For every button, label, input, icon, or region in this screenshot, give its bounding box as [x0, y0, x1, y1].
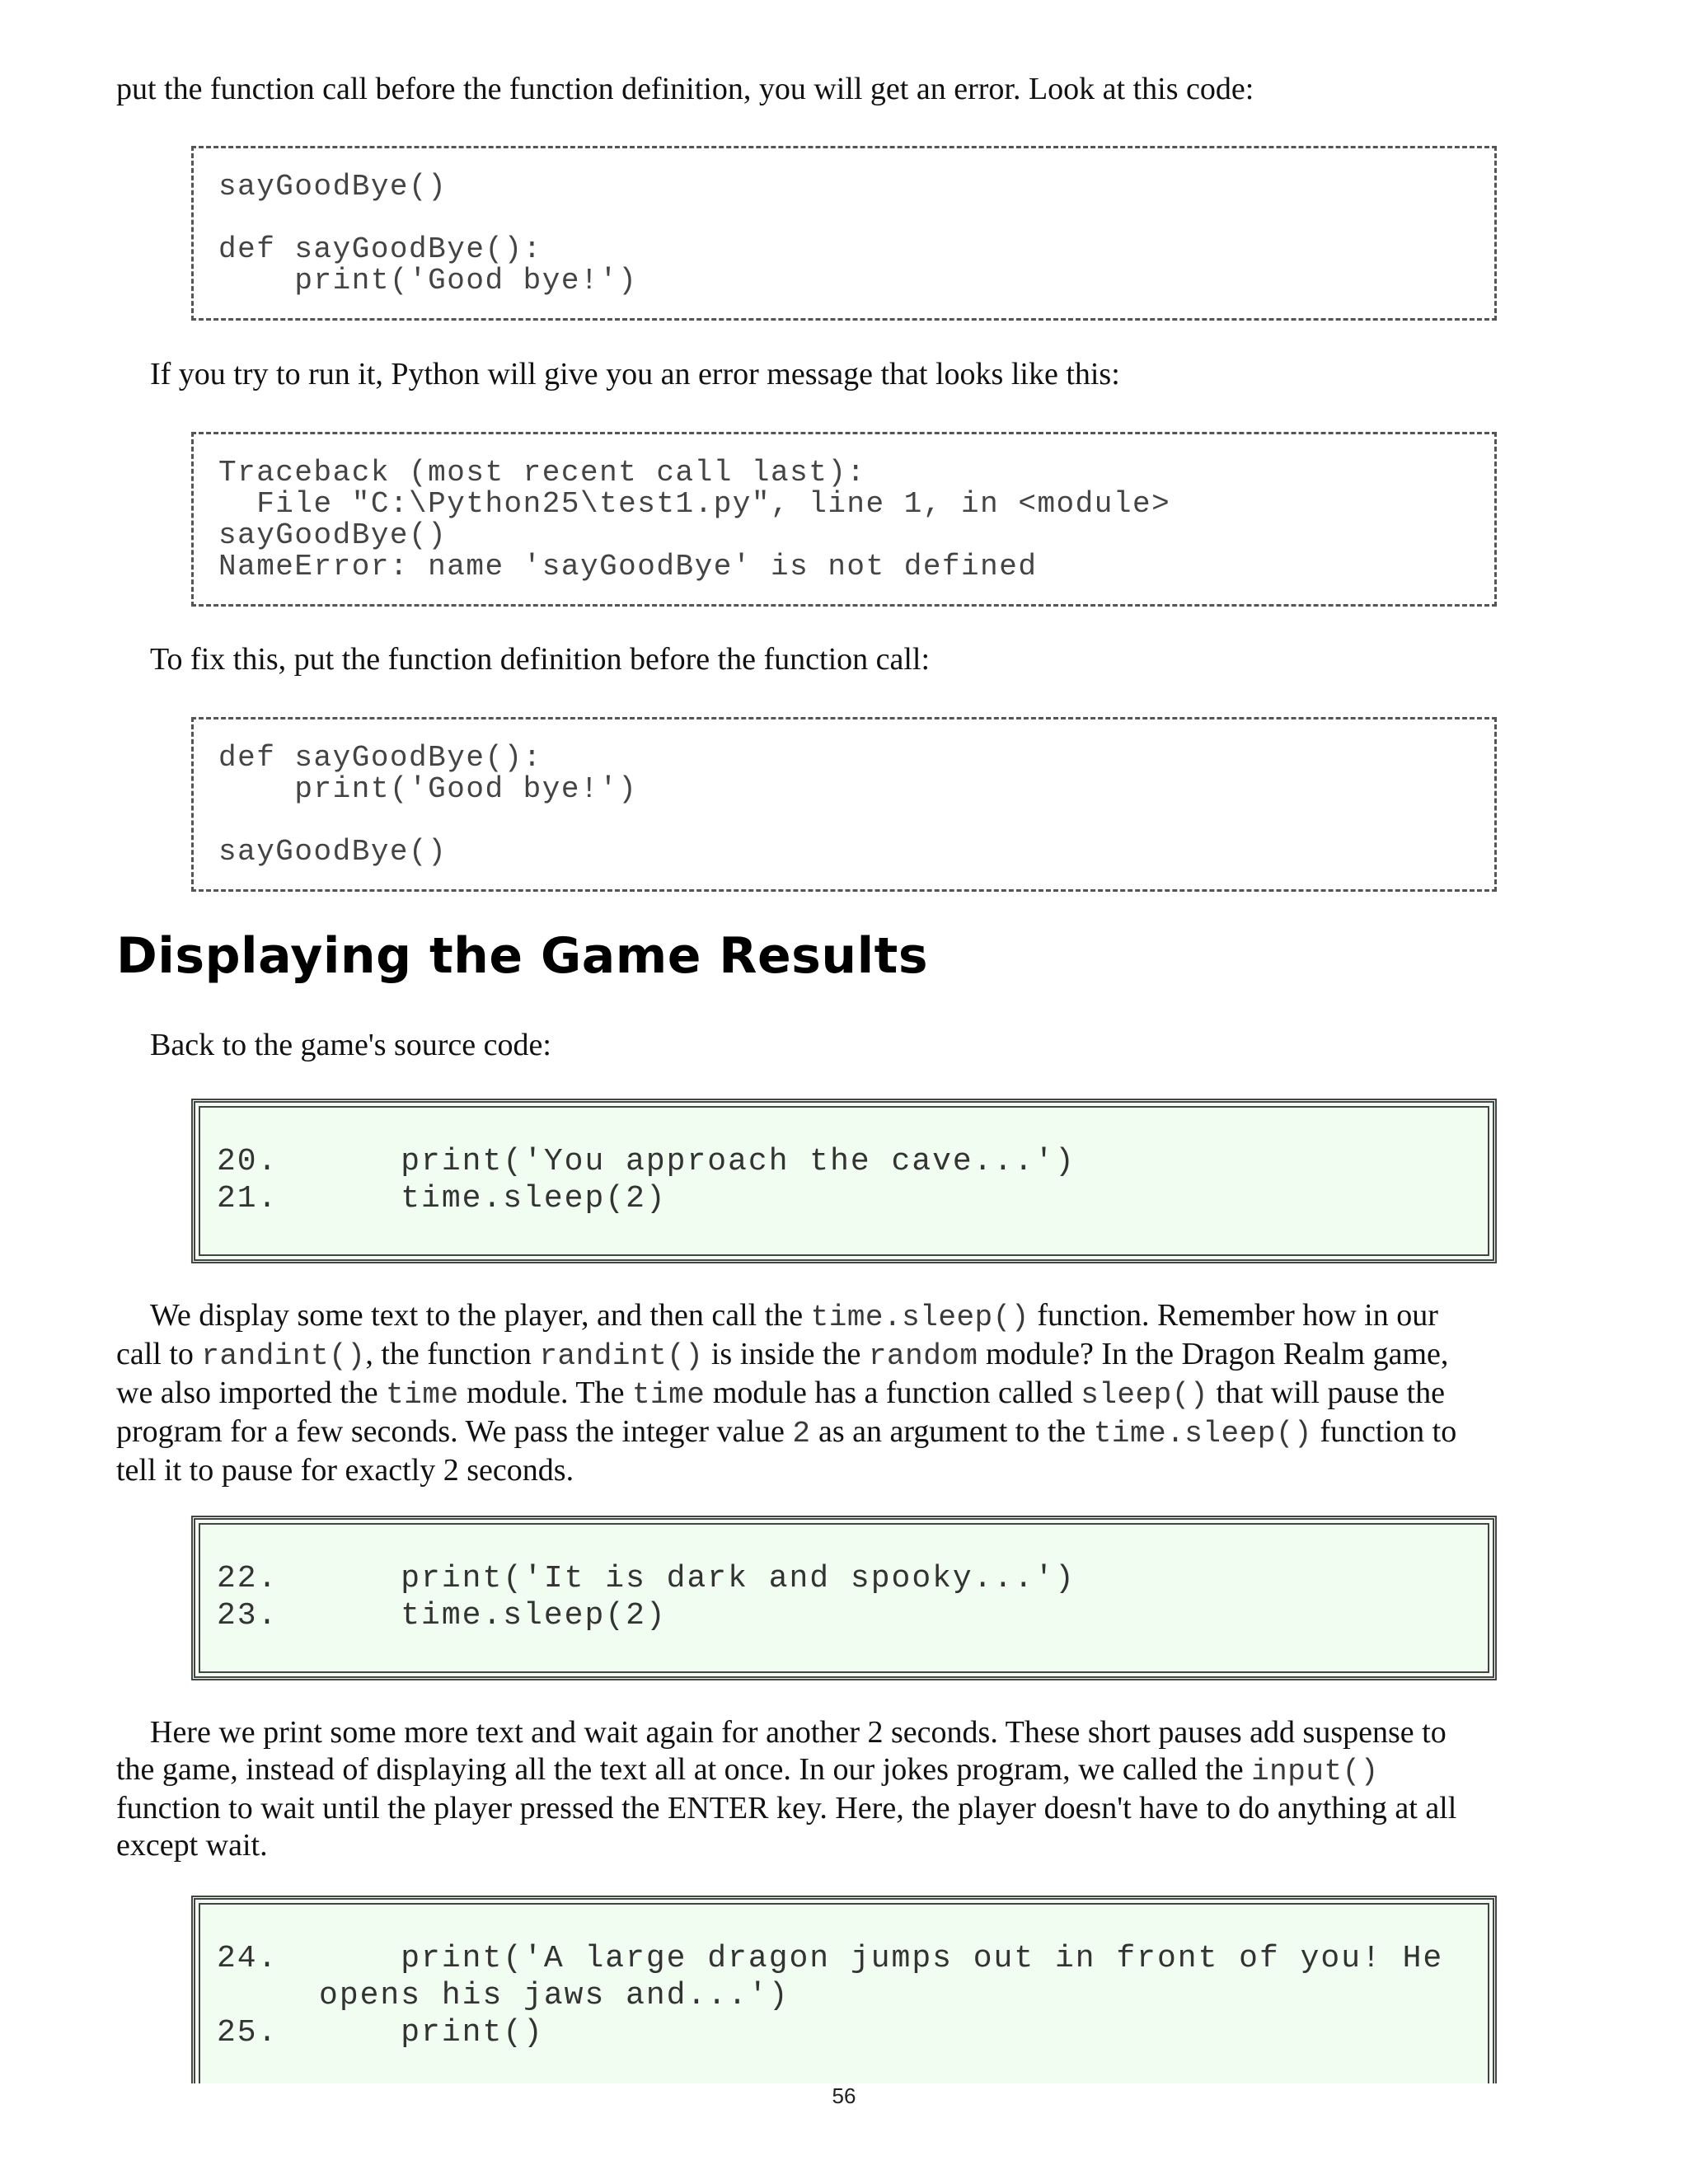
paragraph-text: module? In the Dragon Realm game, — [978, 1337, 1449, 1371]
paragraph-text: as an argument to the — [810, 1414, 1094, 1449]
source-line: 23. time.sleep(2) — [217, 1598, 667, 1633]
paragraph-suspense — [116, 1714, 1592, 1864]
paragraph-line — [116, 1297, 1592, 1336]
source-code-block-20-21 — [191, 1099, 1497, 1263]
inline-code: input() — [1251, 1755, 1379, 1788]
paragraph-text: we also imported the — [116, 1376, 387, 1410]
paragraph-text: , the function — [365, 1337, 540, 1371]
paragraph-text: Here we print some more text and wait again for another 2 seconds. These short pauses add suspense to — [150, 1715, 1447, 1750]
traceback-box — [191, 432, 1497, 607]
source-line: 25. print() — [217, 2015, 544, 2050]
paragraph-text: tell it to pause for exactly 2 seconds. — [116, 1453, 574, 1488]
page-number: 56 — [832, 2083, 856, 2108]
source-line: 20. print('You approach the cave...') — [217, 1144, 1076, 1179]
inline-code: time — [631, 1378, 706, 1412]
inline-code: randint() — [539, 1339, 704, 1373]
paragraph-line — [116, 1790, 1592, 1827]
code-line: sayGoodBye() — [218, 170, 448, 204]
code-line: print('Good bye!') — [218, 264, 638, 298]
traceback-line: File "C:\Python25\test1.py", line 1, in <module> — [218, 487, 1171, 521]
paragraph-text: module has a function called — [705, 1376, 1081, 1410]
paragraph-text: function to wait until the player pressed the ENTER key. Here, the player doesn't have to do anything at all — [116, 1791, 1457, 1825]
inline-code: time.sleep() — [1093, 1417, 1313, 1451]
source-line: 22. print('It is dark and spooky...') — [217, 1561, 1076, 1596]
inline-code: sleep() — [1081, 1378, 1208, 1412]
inline-code: random — [868, 1339, 978, 1373]
code-example-before-definition — [191, 146, 1497, 321]
section-heading: Displaying the Game Results — [116, 927, 929, 985]
code-line: sayGoodBye() — [218, 835, 448, 869]
code-line: def sayGoodBye(): — [218, 741, 542, 775]
paragraph-text: the game, instead of displaying all the text all at once. In our jokes program, we called the — [116, 1752, 1252, 1787]
fix-intro-text: To fix this, put the function definition before the function call: — [150, 642, 931, 677]
source-line: opens his jaws and...') — [217, 1978, 790, 2013]
inline-code: 2 — [792, 1417, 811, 1451]
traceback-line: NameError: name 'sayGoodBye' is not defined — [218, 550, 1038, 583]
intro-text: put the function call before the function definition, you will get an error. Look at this code: — [116, 72, 1254, 106]
paragraph-text: program for a few seconds. We pass the integer value — [116, 1414, 793, 1449]
code-example-fixed — [191, 717, 1497, 892]
paragraph-text: function to — [1312, 1414, 1457, 1449]
code-line: print('Good bye!') — [218, 772, 638, 806]
code-line-blank — [218, 805, 1470, 837]
inline-code: randint() — [201, 1339, 366, 1373]
source-code-block-22-23 — [191, 1516, 1497, 1680]
paragraph-line — [116, 1413, 1592, 1452]
inline-code: time.sleep() — [810, 1301, 1029, 1334]
paragraph-text: that will pause the — [1207, 1376, 1445, 1410]
paragraph-line — [116, 1336, 1592, 1375]
paragraph-text: call to — [116, 1337, 202, 1371]
paragraph-text: is inside the — [703, 1337, 869, 1371]
code-line: def sayGoodBye(): — [218, 232, 542, 266]
paragraph-line — [116, 1452, 1592, 1489]
paragraph-text: module. The — [458, 1376, 632, 1410]
error-intro-text: If you try to run it, Python will give you an error message that looks like this: — [150, 357, 1120, 391]
code-line-blank — [218, 203, 1470, 234]
traceback-line: sayGoodBye() — [218, 518, 448, 552]
paragraph-line — [116, 1827, 1592, 1864]
paragraph-time-sleep — [116, 1297, 1592, 1489]
traceback-line: Traceback (most recent call last): — [218, 456, 866, 490]
back-to-source-text: Back to the game's source code: — [150, 1028, 551, 1062]
paragraph-line — [116, 1375, 1592, 1413]
paragraph-text: We display some text to the player, and then call the — [150, 1298, 811, 1333]
inline-code: time — [386, 1378, 459, 1412]
paragraph-text: function. Remember how in our — [1029, 1298, 1438, 1333]
source-line: 24. print('A large dragon jumps out in front of you! He — [217, 1941, 1444, 1976]
source-line: 21. time.sleep(2) — [217, 1181, 667, 1216]
paragraph-line — [116, 1714, 1592, 1751]
paragraph-line — [116, 1751, 1592, 1790]
source-code-block-24-25 — [191, 1896, 1497, 2093]
paragraph-text: except wait. — [116, 1828, 268, 1863]
